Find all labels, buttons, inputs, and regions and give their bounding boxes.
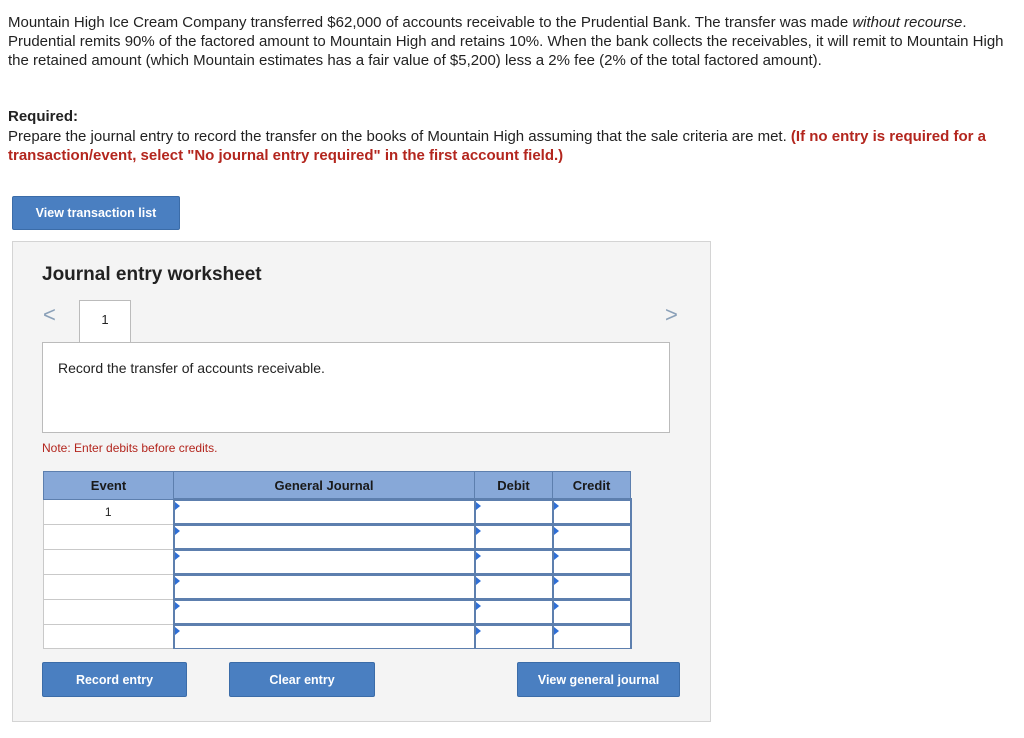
account-cell[interactable] xyxy=(174,525,475,550)
dropdown-marker-icon xyxy=(554,552,559,560)
debit-cell[interactable] xyxy=(475,575,553,600)
table-row xyxy=(44,525,631,550)
next-arrow-icon[interactable]: > xyxy=(665,302,678,327)
event-cell xyxy=(44,575,174,600)
header-general-journal: General Journal xyxy=(174,472,475,500)
required-heading: Required: xyxy=(8,108,79,125)
account-cell[interactable] xyxy=(174,625,475,649)
problem-text-2: . Prudential remits 90% of the factored amount to Mountain High and retains 10%. When the bank collects the receivables, it will remit to Mountain High the retained amount (which Mountain estimates has a fair value of $5,200) less a 2% fee (2% of the total factored amount). xyxy=(8,14,1004,69)
dropdown-marker-icon xyxy=(554,527,559,535)
event-cell xyxy=(44,600,174,625)
dropdown-marker-icon xyxy=(476,502,481,510)
description-box xyxy=(42,342,670,433)
account-cell[interactable] xyxy=(174,575,475,600)
header-credit: Credit xyxy=(553,472,631,500)
debit-cell[interactable] xyxy=(475,600,553,625)
event-cell xyxy=(44,625,174,649)
problem-text-1: Mountain High Ice Cream Company transferred $62,000 of accounts receivable to the Prudential Bank. The transfer was made xyxy=(8,14,853,31)
dropdown-marker-icon xyxy=(175,502,180,510)
account-input[interactable] xyxy=(175,577,474,597)
account-input[interactable] xyxy=(175,502,474,522)
table-row xyxy=(44,625,631,649)
dropdown-marker-icon xyxy=(554,502,559,510)
event-cell xyxy=(44,525,174,550)
table-row xyxy=(44,500,631,525)
debit-input[interactable] xyxy=(476,602,552,622)
dropdown-marker-icon xyxy=(554,602,559,610)
dropdown-marker-icon xyxy=(175,627,180,635)
debit-input[interactable] xyxy=(476,552,552,572)
credit-input[interactable] xyxy=(554,502,630,522)
account-input[interactable] xyxy=(175,602,474,622)
event-cell: 1 xyxy=(44,500,174,525)
credit-input[interactable] xyxy=(554,552,630,572)
account-cell[interactable] xyxy=(174,600,475,625)
credit-cell[interactable] xyxy=(553,575,631,600)
record-entry-button[interactable]: Record entry xyxy=(42,662,187,697)
dropdown-marker-icon xyxy=(175,577,180,585)
credit-cell[interactable] xyxy=(553,600,631,625)
credit-cell[interactable] xyxy=(553,525,631,550)
table-row xyxy=(44,575,631,600)
credit-input[interactable] xyxy=(554,627,630,647)
dropdown-marker-icon xyxy=(175,527,180,535)
worksheet-title: Journal entry worksheet xyxy=(42,264,262,285)
account-cell[interactable] xyxy=(174,500,475,525)
header-debit: Debit xyxy=(475,472,553,500)
dropdown-marker-icon xyxy=(175,602,180,610)
dropdown-marker-icon xyxy=(476,627,481,635)
credit-cell[interactable] xyxy=(553,625,631,649)
required-instruction: (If no entry is required for a transaction/event, select "No journal entry required" in the first account field.) xyxy=(8,128,986,164)
dropdown-marker-icon xyxy=(476,577,481,585)
view-transaction-list-button[interactable]: View transaction list xyxy=(12,196,180,230)
account-cell[interactable] xyxy=(174,550,475,575)
credit-cell[interactable] xyxy=(553,550,631,575)
debit-input[interactable] xyxy=(476,627,552,647)
debit-input[interactable] xyxy=(476,577,552,597)
debit-input[interactable] xyxy=(476,502,552,522)
dropdown-marker-icon xyxy=(554,627,559,635)
view-general-journal-button[interactable]: View general journal xyxy=(517,662,680,697)
dropdown-marker-icon xyxy=(554,577,559,585)
journal-entry-worksheet xyxy=(12,241,711,722)
account-input[interactable] xyxy=(175,627,474,647)
account-input[interactable] xyxy=(175,527,474,547)
credit-input[interactable] xyxy=(554,527,630,547)
event-cell xyxy=(44,550,174,575)
debits-note: Note: Enter debits before credits. xyxy=(42,441,218,455)
previous-arrow-icon[interactable]: < xyxy=(43,302,56,327)
dropdown-marker-icon xyxy=(476,552,481,560)
clear-entry-button[interactable]: Clear entry xyxy=(229,662,375,697)
dropdown-marker-icon xyxy=(476,527,481,535)
problem-italic: without recourse xyxy=(852,14,963,31)
journal-table xyxy=(43,471,632,649)
table-row xyxy=(44,600,631,625)
debit-cell[interactable] xyxy=(475,525,553,550)
description-text: Record the transfer of accounts receivable. xyxy=(58,360,325,376)
header-event: Event xyxy=(44,472,174,500)
credit-input[interactable] xyxy=(554,602,630,622)
problem-statement xyxy=(8,13,1008,70)
dropdown-marker-icon xyxy=(476,602,481,610)
debit-cell[interactable] xyxy=(475,500,553,525)
debit-cell[interactable] xyxy=(475,550,553,575)
required-prompt: Prepare the journal entry to record the transfer on the books of Mountain High assuming that the sale criteria are met. xyxy=(8,128,791,145)
required-text xyxy=(8,127,1008,165)
table-row xyxy=(44,550,631,575)
debit-cell[interactable] xyxy=(475,625,553,649)
tab-entry-1[interactable]: 1 xyxy=(79,300,131,344)
credit-cell[interactable] xyxy=(553,500,631,525)
dropdown-marker-icon xyxy=(175,552,180,560)
debit-input[interactable] xyxy=(476,527,552,547)
account-input[interactable] xyxy=(175,552,474,572)
credit-input[interactable] xyxy=(554,577,630,597)
